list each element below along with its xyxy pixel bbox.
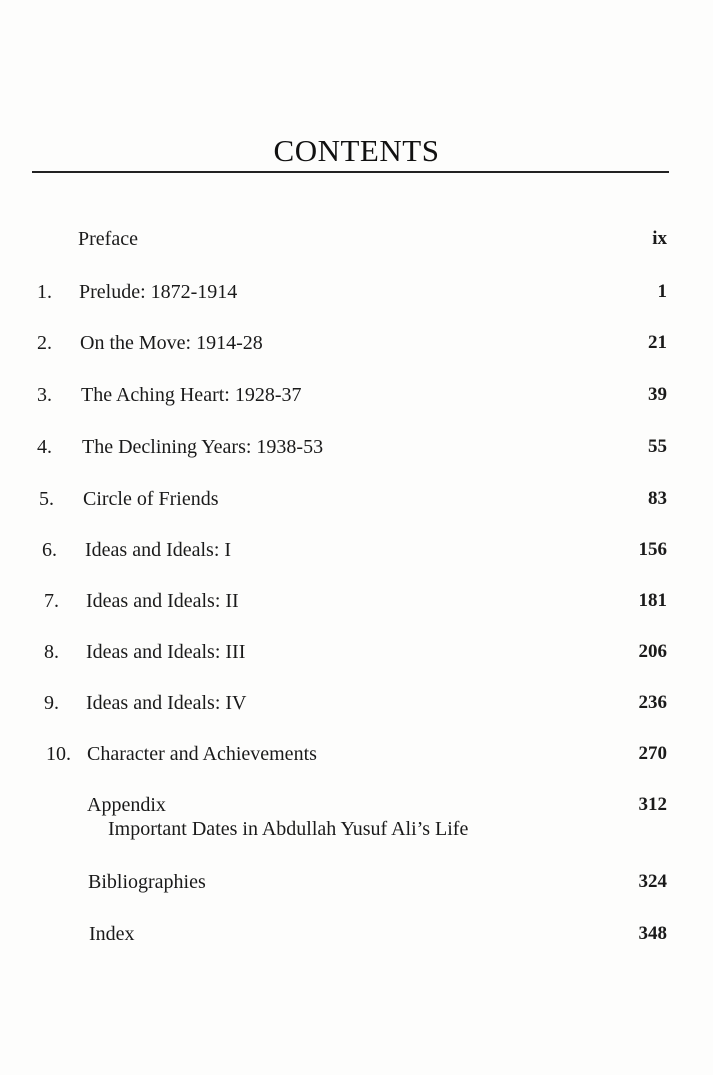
- entry-page-number: 39: [648, 384, 667, 405]
- entry-label: Ideas and Ideals: I: [85, 539, 232, 561]
- entry-page-number: 236: [638, 692, 667, 713]
- entry-label: Bibliographies: [88, 871, 206, 893]
- entry-page-number: 206: [638, 641, 667, 662]
- chapter-number: 3.: [37, 384, 52, 406]
- entry-page-number: ix: [652, 228, 667, 249]
- entry-label: Index: [89, 923, 135, 945]
- chapter-number: 1.: [37, 281, 52, 303]
- page-title: CONTENTS: [273, 133, 440, 168]
- chapter-number: 5.: [39, 488, 54, 510]
- entry-page-number: 348: [638, 923, 667, 944]
- chapter-number: 9.: [44, 692, 59, 714]
- chapter-number: 8.: [44, 641, 59, 663]
- entry-page-number: 312: [638, 794, 667, 815]
- entry-label: On the Move: 1914-28: [80, 332, 263, 354]
- entry-label: Appendix: [87, 794, 166, 816]
- entry-label: Preface: [78, 228, 138, 250]
- title-underline-divider: [32, 171, 669, 173]
- entry-page-number: 83: [648, 488, 667, 509]
- chapter-number: 2.: [37, 332, 52, 354]
- entry-sublabel: Important Dates in Abdullah Yusuf Ali’s Life: [108, 818, 469, 840]
- entry-label: Prelude: 1872-1914: [79, 281, 238, 303]
- chapter-number: 10.: [46, 743, 71, 765]
- chapter-number: 4.: [37, 436, 52, 458]
- chapter-number: 7.: [44, 590, 59, 612]
- entry-page-number: 156: [638, 539, 667, 560]
- entry-label: Ideas and Ideals: II: [86, 590, 239, 612]
- entry-label: Character and Achievements: [87, 743, 317, 765]
- entry-page-number: 1: [657, 281, 667, 302]
- entry-label: Circle of Friends: [83, 488, 219, 510]
- entry-page-number: 55: [648, 436, 667, 457]
- entry-page-number: 21: [648, 332, 667, 353]
- chapter-number: 6.: [42, 539, 57, 561]
- entry-page-number: 181: [638, 590, 667, 611]
- entry-page-number: 270: [638, 743, 667, 764]
- entry-label: Ideas and Ideals: III: [86, 641, 246, 663]
- entry-page-number: 324: [638, 871, 667, 892]
- entry-label: Ideas and Ideals: IV: [86, 692, 247, 714]
- entry-label: The Aching Heart: 1928-37: [81, 384, 302, 406]
- entry-label: The Declining Years: 1938-53: [82, 436, 324, 458]
